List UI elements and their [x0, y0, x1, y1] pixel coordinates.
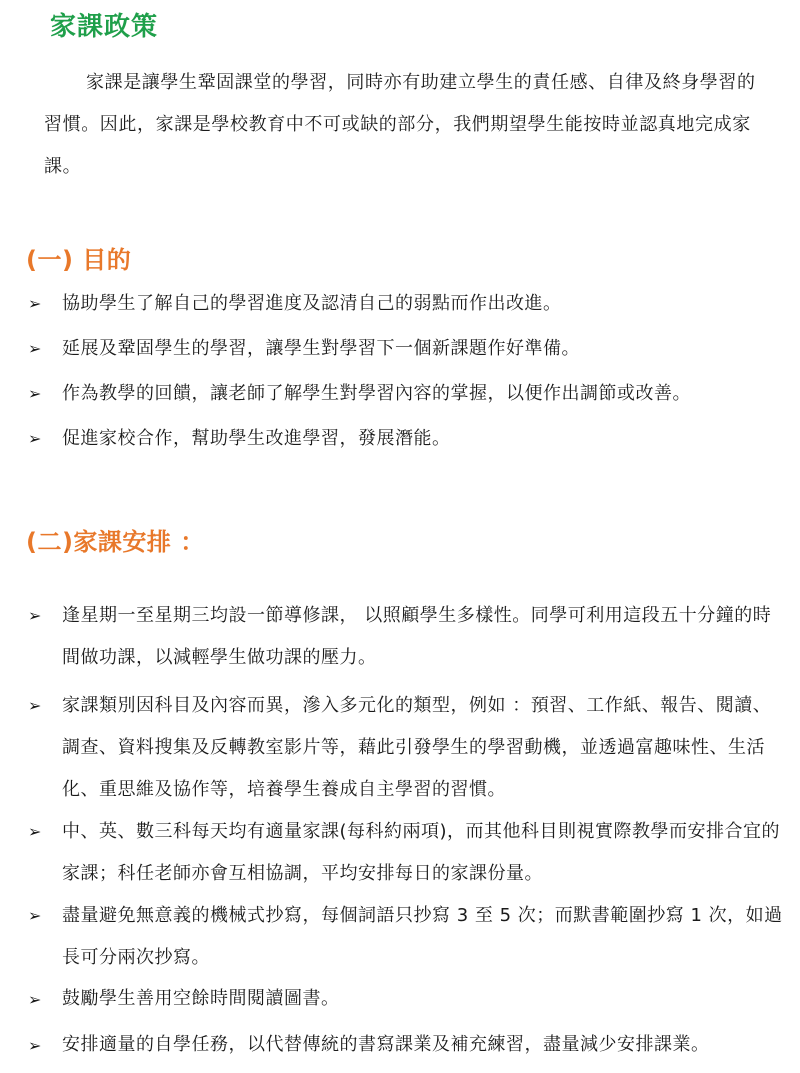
arrowhead-bullet-icon: ➢	[28, 696, 42, 715]
arrowhead-bullet-icon: ➢	[28, 990, 42, 1009]
arrowhead-bullet-icon: ➢	[28, 606, 42, 625]
list-item	[26, 1025, 786, 1065]
list-item-text: 鼓勵學生善用空餘時間閱讀圖書。	[62, 988, 340, 1009]
list-item	[26, 979, 786, 1019]
list-item	[26, 290, 786, 318]
list-item-text: 中、英、數三科每天均有適量家課(每科約兩項)，而其他科目則視實際教學而安排合宜的家課；科任老師亦會互相協調，平均安排每日的家課份量。	[62, 821, 781, 884]
purpose-list	[26, 290, 786, 470]
list-item	[26, 335, 786, 363]
arrowhead-bullet-icon: ➢	[28, 294, 42, 313]
list-item-text: 協助學生了解自己的學習進度及認清自己的弱點而作出改進。	[62, 293, 562, 314]
list-item-text: 安排適量的自學任務，以代替傳統的書寫課業及補充練習，盡量減少安排課業。	[62, 1034, 710, 1055]
section-heading-purpose: (一) 目的	[26, 246, 132, 274]
arrowhead-bullet-icon: ➢	[28, 339, 42, 358]
list-item-text: 家課類別因科目及內容而異，滲入多元化的類型，例如 ：預習、工作紙、報告、閱讀、調查、資料搜集及反轉教室影片等，藉此引發學生的學習動機，並透過富趣味性、生活化、重思維及協作等，培養學生養成自主學習的習慣。	[62, 695, 772, 800]
arrowhead-bullet-icon: ➢	[28, 1036, 42, 1055]
intro-paragraph: 家課是讓學生鞏固課堂的學習，同時亦有助建立學生的責任感、自律及終身學習的習慣。因此，家課是學校教育中不可或缺的部分，我們期望學生能按時並認真地完成家課。	[44, 72, 756, 177]
list-item-text: 逢星期一至星期三均設一節導修課， 以照顧學生多樣性。同學可利用這段五十分鐘的時間做功課，以減輕學生做功課的壓力。	[62, 605, 772, 668]
section-heading-arrangement: (二)家課安排 ：	[26, 528, 205, 556]
list-item-text: 作為教學的回饋，讓老師了解學生對學習內容的掌握，以便作出調節或改善。	[62, 383, 691, 404]
arrangement-list	[26, 595, 786, 1065]
list-item	[26, 811, 786, 895]
list-item	[26, 425, 786, 453]
list-item-text: 促進家校合作，幫助學生改進學習，發展潛能。	[62, 428, 451, 449]
list-item	[26, 685, 786, 811]
arrowhead-bullet-icon: ➢	[28, 384, 42, 403]
list-item-text: 盡量避免無意義的機械式抄寫，每個詞語只抄寫 3 至 5 次；而默書範圍抄寫 1 次，如過長可分兩次抄寫。	[62, 905, 783, 968]
arrowhead-bullet-icon: ➢	[28, 906, 42, 925]
list-item	[26, 895, 786, 979]
list-item-text: 延展及鞏固學生的學習，讓學生對學習下一個新課題作好準備。	[62, 338, 580, 359]
page-title: 家課政策	[50, 12, 159, 42]
arrowhead-bullet-icon: ➢	[28, 822, 42, 841]
list-item	[26, 595, 786, 679]
list-item	[26, 380, 786, 408]
arrowhead-bullet-icon: ➢	[28, 429, 42, 448]
